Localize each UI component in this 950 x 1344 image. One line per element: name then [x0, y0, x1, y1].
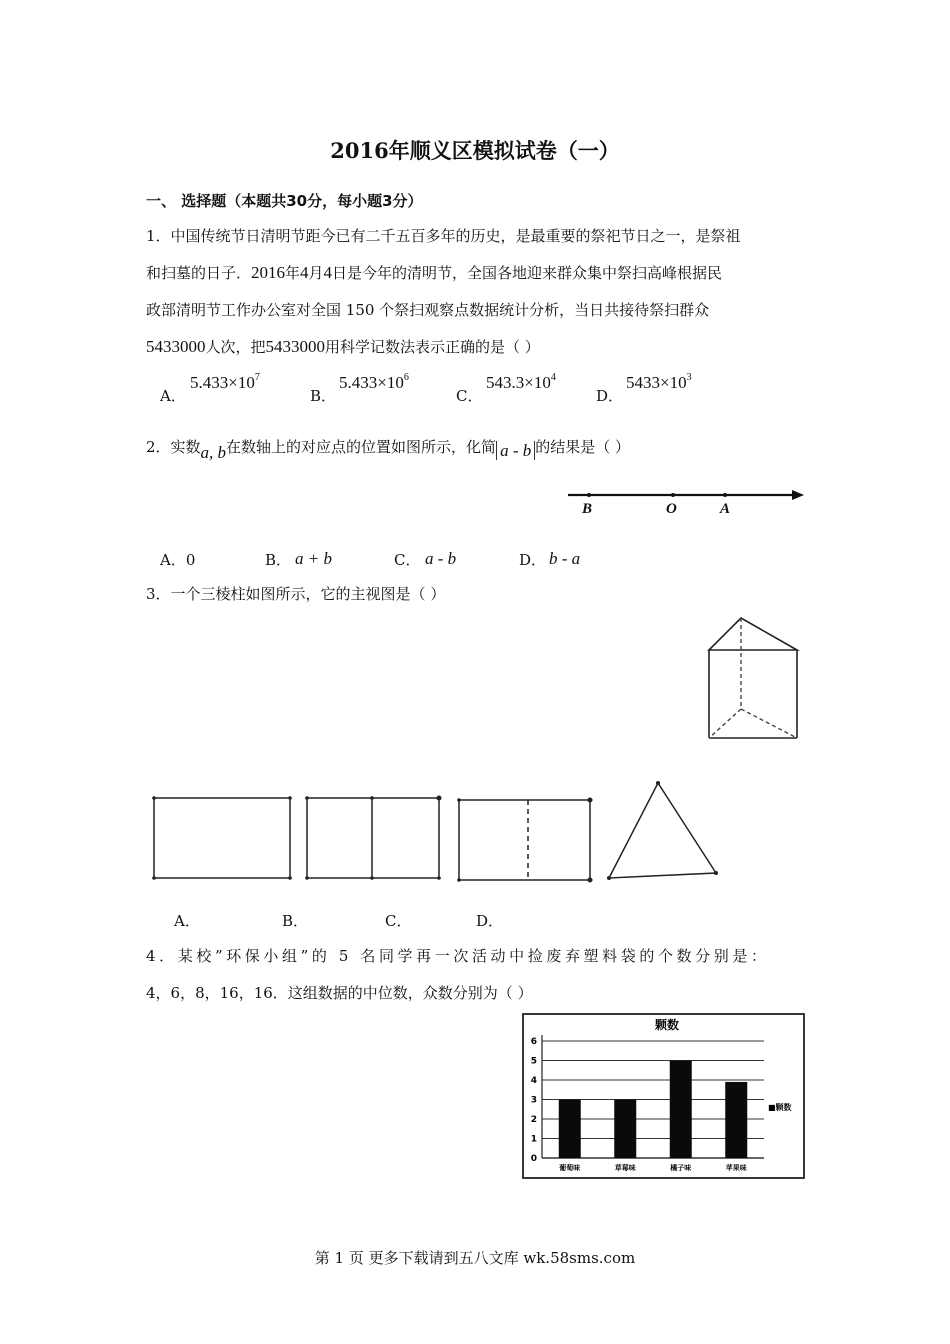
q1-option-c-value: $543.3\times 10^4$	[486, 372, 556, 392]
axis-label-o: O	[666, 501, 677, 517]
q1-line2-a: 和扫墓的日子．	[146, 264, 252, 282]
chart-xtick-label: 橘子味	[670, 1164, 692, 1172]
q1-option-d-label: D．	[596, 387, 624, 405]
q3-option-c: C．	[385, 912, 412, 930]
section-heading: 一、 选择题（本题共30分，每小题3分）	[146, 192, 423, 210]
q1-line3: 政部清明节工作办公室对全国 150 个祭扫观察点数据统计分析，当日共接待祭扫群众	[146, 301, 710, 319]
bar-chart	[522, 1013, 807, 1181]
q1-line4-a: 人次，把	[205, 338, 266, 356]
q2-option-c-value: a - b	[425, 549, 457, 568]
chart-ytick-label: 2	[530, 1115, 537, 1125]
q2-option-c-label: C．	[394, 551, 421, 569]
q4-line2: 4，6，8，16，16．这组数据的中位数，众数分别为（ ）	[146, 984, 533, 1002]
chart-bar	[559, 1100, 581, 1159]
q2-text-b: 在数轴上的对应点的位置如图所示，化简	[226, 438, 497, 456]
q1-year: 2016	[251, 263, 286, 282]
page-title: 2016年顺义区模拟试卷（一）	[330, 138, 620, 163]
chart-ytick-label: 6	[530, 1037, 537, 1047]
q1-option-d-value: $5433\times 10^3$	[626, 372, 692, 392]
q2-text-c: 的结果是（ ）	[535, 438, 631, 456]
axis-label-b: B	[582, 501, 593, 517]
q1-num1: 5433000	[146, 337, 206, 356]
chart-legend: ■颗数	[768, 1103, 792, 1112]
q3-view-d	[603, 778, 728, 883]
chart-ytick-label: 0	[530, 1154, 537, 1164]
q2-option-d-label: D．	[519, 551, 547, 569]
q2-vars: a, b	[200, 443, 227, 462]
chart-xtick-label: 苹果味	[725, 1164, 747, 1172]
chart-ytick-label: 3	[530, 1095, 537, 1106]
q2-option-a: A．0	[160, 551, 196, 569]
q1-line2-b: 年	[285, 264, 301, 282]
q1-line1: 1．中国传统节日清明节距今已有二千五百多年的历史，是最重要的祭祀节日之一，是祭祖	[146, 227, 741, 245]
chart-ytick-label: 5	[530, 1056, 537, 1067]
q3-text: 3．一个三棱柱如图所示，它的主视图是（ ）	[146, 585, 446, 603]
q1-line4	[146, 336, 540, 357]
q4-line1: 4．某校”环保小组”的 5 名同学再一次活动中捡废弃塑料袋的个数分别是：	[146, 947, 770, 965]
chart-title: 颗数	[654, 1018, 680, 1032]
triangular-prism-figure	[700, 610, 810, 745]
q3-option-a: A．	[174, 912, 200, 930]
q3-view-b	[301, 792, 446, 884]
q2-abs-expr: a - b	[496, 441, 535, 460]
chart-xtick-label: 葡萄味	[559, 1164, 581, 1172]
q1-option-b-value: $5.433\times 10^6$	[339, 372, 409, 392]
q1-line2-d: 日是今年的清明节，全国各地迎来群众集中祭扫高峰根据民	[332, 264, 723, 282]
q1-num2: 5433000	[265, 337, 326, 356]
q3-view-c	[453, 794, 598, 886]
number-line	[560, 480, 810, 525]
q2-option-d-value: b - a	[549, 549, 581, 568]
chart-bar	[725, 1082, 747, 1158]
q1-option-a-label: A．	[160, 387, 186, 405]
q3-option-d: D．	[476, 912, 504, 930]
q1-day: 4	[323, 263, 333, 282]
chart-ytick-label: 1	[530, 1134, 537, 1145]
q2-text-a: 2．实数	[146, 438, 201, 456]
q2-option-b-label: B．	[265, 551, 292, 569]
q2-option-b-value: a + b	[295, 549, 332, 568]
q1-option-b-label: B．	[310, 387, 337, 405]
q3-view-a	[148, 792, 298, 884]
q1-line2	[146, 262, 722, 283]
q1-month: 4	[300, 263, 309, 282]
chart-xtick-label: 草莓味	[614, 1164, 636, 1172]
chart-bar	[670, 1061, 692, 1159]
q1-option-a-value: $5.433\times 10^7$	[190, 372, 260, 392]
chart-ytick-label: 4	[530, 1076, 537, 1086]
q1-option-c-label: C．	[456, 387, 483, 405]
page-footer: 第 1 页 更多下载请到五八文库 wk.58sms.com	[314, 1249, 636, 1267]
q3-option-b: B．	[282, 912, 309, 930]
chart-bar	[614, 1100, 636, 1159]
q1-line2-c: 月	[308, 264, 324, 282]
q1-line4-b: 用科学记数法表示正确的是（ ）	[325, 338, 540, 356]
q2-text	[146, 436, 631, 462]
axis-label-a: A	[720, 501, 731, 517]
